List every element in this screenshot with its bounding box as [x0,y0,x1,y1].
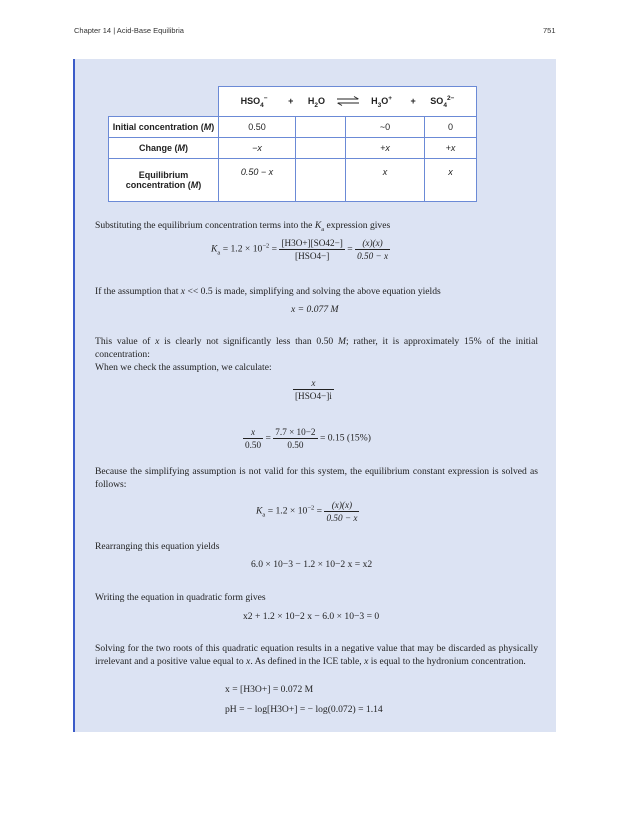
cell-initial-hso4: 0.50 [219,117,296,138]
cell-change-h3o: +x [346,138,425,159]
cell-initial-h3o: ~0 [346,117,425,138]
cell-eq-h2o [296,159,346,202]
equation-quadratic: x2 + 1.2 × 10−2 x − 6.0 × 10−3 = 0 [243,611,380,622]
cell-initial-so4: 0 [425,117,477,138]
running-header-chapter: Chapter 14 | Acid-Base Equilibria [74,26,184,35]
cell-eq-h3o: x [346,159,425,202]
row-label-equilibrium: Equilibrium concentration (M) [109,159,219,202]
cell-change-so4: +x [425,138,477,159]
equation-ph: pH = − log[H3O+] = − log(0.072) = 1.14 [225,704,383,715]
equation-ka-exact: $K_a = 1.2 \times 10^{-2}$ = $\frac{(x)(x)}{0.50 - x}$ [256,500,358,523]
equation-rearranged: 6.0 × 10−3 − 1.2 × 10−2 x = x2 [251,559,373,570]
cell-eq-so4: x [425,159,477,202]
row-label-initial: Initial concentration (M) [109,117,219,138]
equation-x-value: x = 0.077 M [291,304,339,315]
paragraph-not-valid: Because the simplifying assumption is not valid for this system, the equilibrium constant expression is solved as follows: [95,466,538,490]
paragraph-rearranging: Rearranging this equation yields [95,541,220,552]
cell-change-h2o [296,138,346,159]
row-label-change: Change (M) [109,138,219,159]
cell-change-hso4: −x [219,138,296,159]
cell-initial-h2o [296,117,346,138]
page-number: 751 [543,26,556,35]
cell-eq-hso4: 0.50 − x [219,159,296,202]
equation-check-fraction: $\frac{x}{\text{[HSO4−]i}}$ [295,378,332,401]
example-panel [73,59,556,732]
paragraph-check: This value of x is clearly not significantly less than 0.50 M; rather, it is approximately 15% of the initial concentration: [95,336,538,360]
equation-ka-expression: $K_a = 1.2 \times 10^{-2}$ = $\frac{[H3O+][SO42-]}{\text{[HSO4−]}}$ = $\frac{(x)(x)}{0.50 - x}$ [211,238,389,261]
paragraph-quadratic-form: Writing the equation in quadratic form gives [95,592,266,603]
paragraph-substituting: Substituting the equilibrium concentration terms into the $K_a$ expression gives [95,220,391,233]
paragraph-when-check: When we check the assumption, we calculate: [95,362,272,373]
equilibrium-arrows-icon [336,96,360,106]
paragraph-roots: Solving for the two roots of this quadratic equation results in a negative value that may be discarded as physically irrelevant and a positive value equal to x. As defined in the ICE table, x is equal to the hydronium concentration. [95,643,538,667]
equation-hydronium: x = [H3O+] = 0.072 M [225,684,314,695]
reaction-equation: $HSO_4^- + H_2O$ $H_3O^+ + SO_4^{2-}$ [219,87,477,117]
ice-table [108,86,477,202]
paragraph-assumption: If the assumption that x << 0.5 is made, simplifying and solving the above equation yields [95,286,441,297]
equation-percent: $\frac{x}{0.50}$ = $\frac{7.7 \times 10-2}{0.50}$ = 0.15 (15%) [245,427,371,450]
